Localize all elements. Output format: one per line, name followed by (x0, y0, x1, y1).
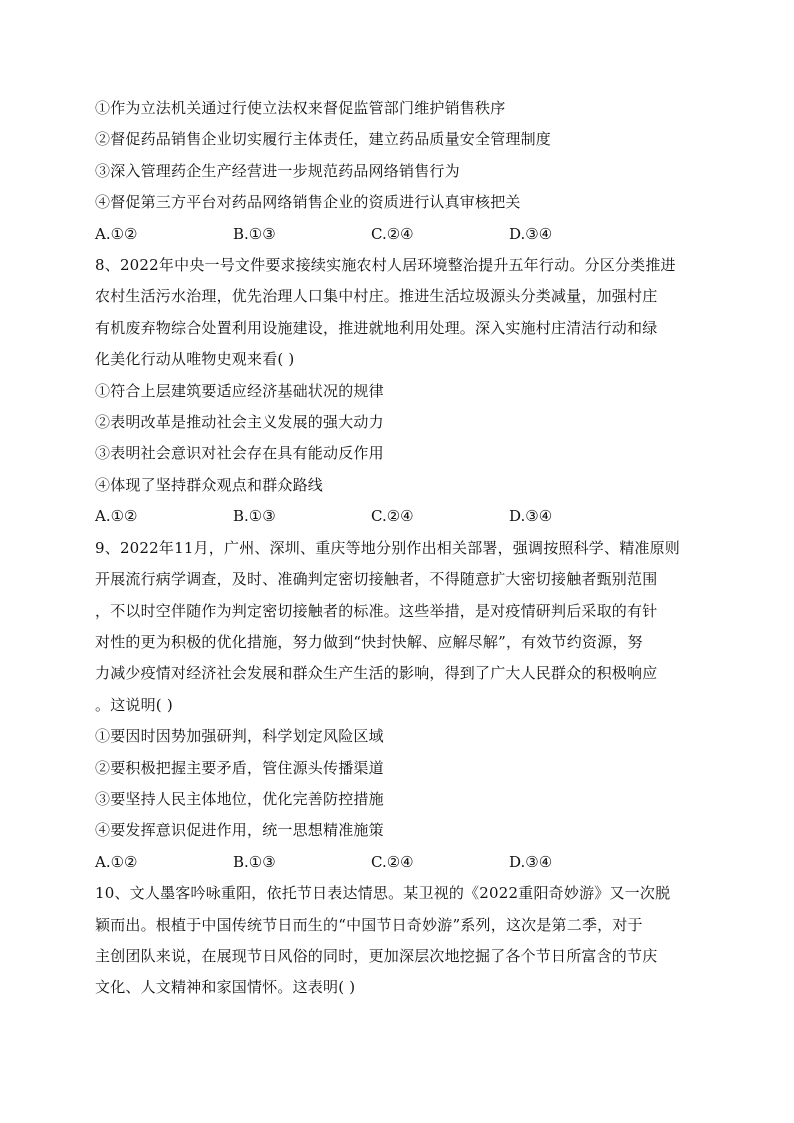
q7-option-b: B.①③ (233, 224, 276, 243)
q9-stem-line-6: 。这说明( ) (95, 695, 173, 714)
q9-item-3: ③要坚持人民主体地位，优化完善防控措施 (95, 789, 384, 808)
q7-options (95, 219, 707, 250)
q7-option-d: D.③④ (509, 224, 553, 243)
question-9-stem (95, 533, 707, 721)
question-7-items (95, 93, 707, 219)
q7-item-2: ②督促药品销售企业切实履行主体责任，建立药品质量安全管理制度 (95, 130, 552, 149)
q9-stem-line-5: 力减少疫情对经济社会发展和群众生产生活的影响，得到了广大人民群众的积极响应 (95, 664, 658, 683)
q7-option-c: C.②④ (371, 224, 414, 243)
q8-item-2: ②表明改革是推动社会主义发展的强大动力 (95, 413, 384, 432)
q9-options (95, 847, 707, 878)
q8-item-1: ①符合上层建筑要适应经济基础状况的规律 (95, 381, 384, 400)
q9-stem-line-1: 9、2022年11月，广州、深圳、重庆等地分别作出相关部署，强调按照科学、精准原则 (95, 538, 681, 557)
q7-item-4: ④督促第三方平台对药品网络销售企业的资质进行认真审核把关 (95, 193, 521, 212)
q8-item-3: ③表明社会意识对社会存在具有能动反作用 (95, 444, 384, 463)
q8-stem-line-3: 有机废弃物综合处置利用设施建设，推进就地利用处理。深入实施村庄清洁行动和绿 (95, 318, 658, 337)
q8-item-4: ④体现了坚持群众观点和群众路线 (95, 475, 324, 494)
q9-stem-line-3: ，不以时空伴随作为判定密切接触者的标准。这些举措，是对疫情研判后采取的有针 (95, 601, 658, 620)
question-8-items (95, 376, 707, 502)
q7-item-3: ③深入管理药企生产经营进一步规范药品网络销售行为 (95, 161, 460, 180)
q7-option-a: A.①② (95, 224, 138, 243)
q9-stem-line-2: 开展流行病学调查，及时、准确判定密切接触者，不得随意扩大密切接触者甄别范围 (95, 570, 658, 589)
q8-stem-line-4: 化美化行动从唯物史观来看( ) (95, 350, 295, 369)
q10-stem-line-4: 文化、人文精神和家国情怀。这表明( ) (95, 978, 356, 997)
q7-item-1: ①作为立法机关通过行使立法权来督促监管部门维护销售秩序 (95, 99, 506, 117)
question-8-stem (95, 250, 707, 376)
q9-option-c: C.②④ (371, 852, 414, 871)
page-content (95, 93, 707, 1004)
q9-option-d: D.③④ (509, 852, 553, 871)
question-9-items (95, 721, 707, 847)
q9-stem-line-4: 对性的更为积极的优化措施，努力做到“快封快解、应解尽解”，有效节约资源，努 (95, 632, 643, 651)
q8-stem-line-2: 农村生活污水治理，优先治理人口集中村庄。推进生活垃圾源头分类减量，加强村庄 (95, 287, 658, 306)
q10-stem-line-2: 颖而出。根植于中国传统节日而生的“中国节日奇妙游”系列，这次是第二季，对于 (95, 915, 643, 934)
q9-item-1: ①要因时因势加强研判，科学划定风险区域 (95, 727, 384, 746)
q10-stem-line-3: 主创团队来说，在展现节日风俗的同时，更加深层次地挖掘了各个节日所富含的节庆 (95, 946, 658, 965)
q9-option-b: B.①③ (233, 852, 276, 871)
q8-option-c: C.②④ (371, 507, 414, 526)
q8-option-d: D.③④ (509, 507, 553, 526)
q8-option-b: B.①③ (233, 507, 276, 526)
q9-option-a: A.①② (95, 852, 138, 871)
q9-item-2: ②要积极把握主要矛盾，管住源头传播渠道 (95, 758, 384, 777)
q8-options (95, 501, 707, 532)
q8-option-a: A.①② (95, 507, 138, 526)
q9-item-4: ④要发挥意识促进作用，统一思想精准施策 (95, 821, 384, 840)
question-10-stem (95, 878, 707, 1004)
q10-stem-line-1: 10、文人墨客吟咏重阳，依托节日表达情思。某卫视的《2022重阳奇妙游》又一次脱 (95, 884, 671, 903)
q8-stem-line-1: 8、2022年中央一号文件要求接续实施农村人居环境整治提升五年行动。分区分类推进 (95, 256, 676, 275)
